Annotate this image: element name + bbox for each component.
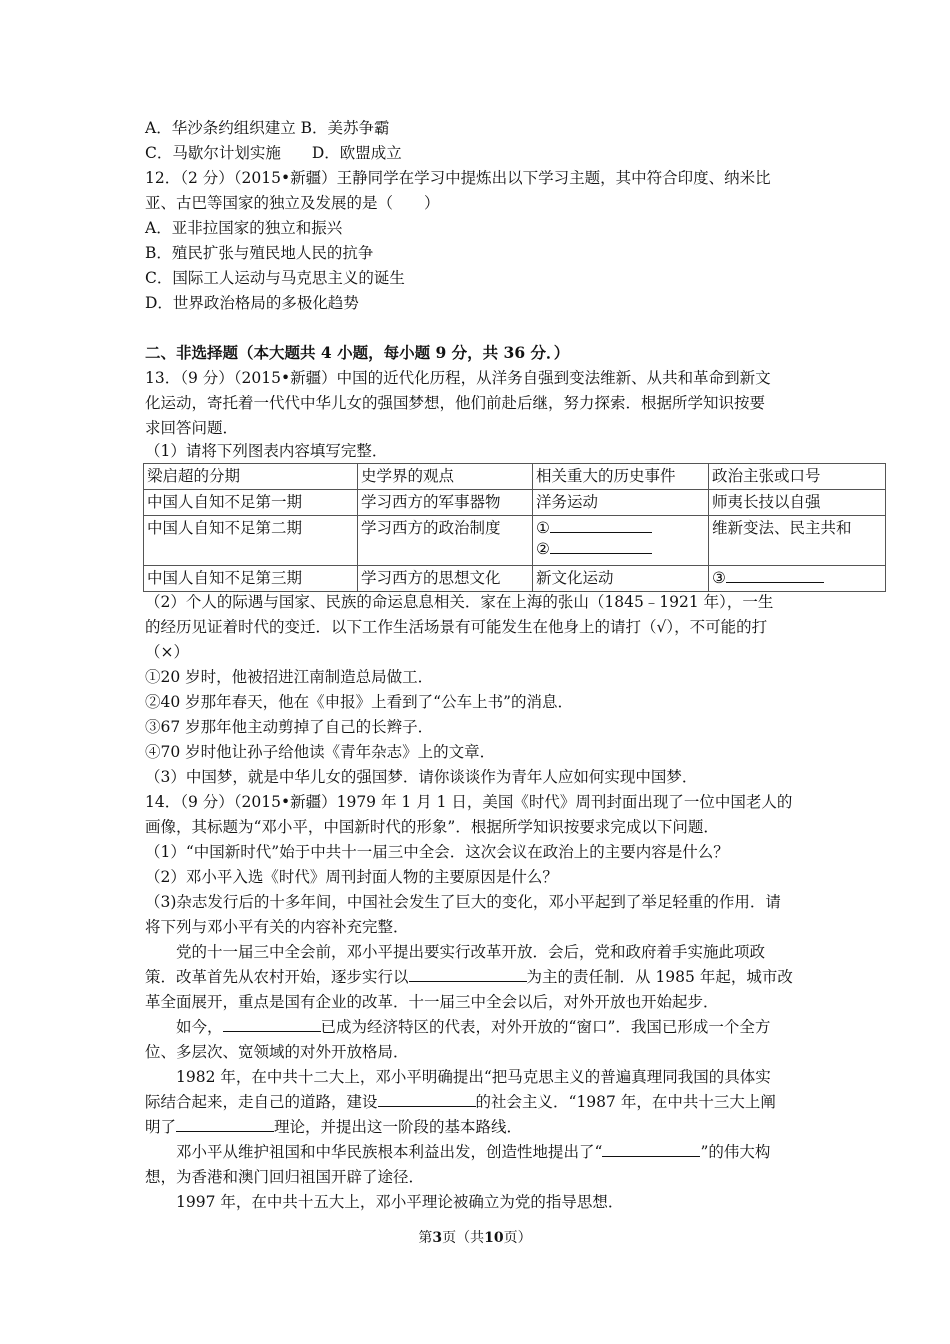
answer-blank[interactable] <box>602 1142 700 1157</box>
q14-part1: （1）“中国新时代”始于中共十一届三中全会．这次会议在政治上的主要内容是什么？ <box>145 843 729 861</box>
q14-stem-line1: 14．（9 分）（2015•新疆）1979 年 1 月 1 日，美国《时代》周刊封面出现了一位中国老人的 <box>145 793 793 811</box>
answer-blank[interactable] <box>378 1092 476 1107</box>
table-header-cell: 政治主张或口号 <box>709 464 886 490</box>
table-cell: 中国人自知不足第三期 <box>144 566 358 592</box>
footer-text: 页（共 <box>442 1230 485 1246</box>
table-header-row <box>144 464 886 490</box>
circled-two-marker: ② <box>536 540 550 558</box>
table-cell: 维新变法、民主共和 <box>709 516 886 566</box>
q13-part3: （3）中国梦，就是中华儿女的强国梦．请你谈谈作为青年人应如何实现中国梦． <box>145 768 698 786</box>
q14-para4-line2: 想，为香港和澳门回归祖国开辟了途径． <box>145 1168 425 1186</box>
text-span: 已成为经济特区的代表，对外开放的“窗口”．我国已形成一个全方 <box>320 1018 771 1036</box>
q13-stem-line1: 13．（9 分）（2015•新疆）中国的近代化历程，从洋务自强到变法维新、从共和革命到新文 <box>145 369 771 387</box>
q13-part2-line2: 的经历见证着时代的变迁．以下工作生活场景有可能发生在他身上的请打（√），不可能的打 <box>145 618 768 636</box>
q14-para1-line1: 党的十一届三中全会前，邓小平提出要实行改革开放．会后，党和政府着手实施此项政 <box>176 943 766 961</box>
q12-stem-line1: 12．（2 分）（2015•新疆）王静同学在学习中提炼出以下学习主题，其中符合印度、纳米比 <box>145 169 771 187</box>
q14-para3-line3 <box>145 1117 522 1137</box>
q14-para4-line1 <box>176 1142 770 1162</box>
table-cell: 中国人自知不足第二期 <box>144 516 358 566</box>
text-span: 策．改革首先从农村开始，逐步实行以 <box>145 968 409 986</box>
q13-stem-line2: 化运动，寄托着一代代中华儿女的强国梦想，他们前赴后继，努力探索．根据所学知识按要 <box>145 394 766 412</box>
q13-item-4: ④70 岁时他让孙子给他读《青年杂志》上的文章． <box>145 743 496 761</box>
text-span: 的社会主义．“1987 年，在中共十三大上阐 <box>475 1093 776 1111</box>
answer-blank[interactable] <box>409 967 527 982</box>
q12-stem-line2: 亚、古巴等国家的独立及发展的是（ ） <box>145 194 440 212</box>
table-cell: 学习西方的政治制度 <box>358 516 533 566</box>
table-cell: 新文化运动 <box>533 566 709 592</box>
table-cell-blanks <box>533 516 709 566</box>
table-cell: 学习西方的思想文化 <box>358 566 533 592</box>
q14-para2-line1 <box>176 1017 770 1037</box>
text-span: 明了 <box>145 1118 177 1136</box>
text-span: 邓小平从维护祖国和中华民族根本利益出发，创造性地提出了“ <box>176 1143 603 1161</box>
blank-line-1 <box>536 518 705 539</box>
footer-text: 页） <box>503 1230 532 1246</box>
answer-blank[interactable] <box>223 1017 321 1032</box>
q14-part3-line1: （3)杂志发行后的十多年间，中国社会发生了巨大的变化，邓小平起到了举足轻重的作用．请 <box>145 893 781 911</box>
footer-total-pages: 10 <box>484 1230 504 1246</box>
page-footer <box>0 1227 950 1247</box>
text-span: 如今， <box>176 1018 223 1036</box>
q14-para3-line2 <box>145 1092 776 1112</box>
blank-line-2 <box>536 539 705 560</box>
q13-item-1: ①20 岁时，他被招进江南制造总局做工． <box>145 668 434 686</box>
q13-item-3: ③67 岁那年他主动剪掉了自己的长辫子． <box>145 718 434 736</box>
circled-three-marker: ③ <box>712 569 726 587</box>
q13-item-2: ②40 岁那年春天，他在《申报》上看到了“公车上书”的消息． <box>145 693 574 711</box>
q14-stem-line2: 画像，其标题为“邓小平，中国新时代的形象”．根据所学知识按要求完成以下问题． <box>145 818 719 836</box>
table-cell: 洋务运动 <box>533 490 709 516</box>
table-row <box>144 566 886 592</box>
q13-part2-line1: （2）个人的际遇与国家、民族的命运息息相关．家在上海的张山（1845﹣1921 年），一生 <box>145 593 774 611</box>
text-span: ”的伟大构 <box>700 1143 771 1161</box>
answer-blank[interactable] <box>550 518 652 533</box>
text-span: 为主的责任制．从 1985 年起，城市改 <box>526 968 793 986</box>
q13-part1: （1）请将下列图表内容填写完整． <box>145 442 388 460</box>
q11-options-line1: A．华沙条约组织建立 B．美苏争霸 <box>145 119 390 137</box>
footer-page-number: 3 <box>432 1230 443 1246</box>
table-cell: 学习西方的军事器物 <box>358 490 533 516</box>
q14-para2-line2: 位、多层次、宽领域的对外开放格局． <box>145 1043 409 1061</box>
q12-option-a: A．亚非拉国家的独立和振兴 <box>145 219 343 237</box>
answer-blank[interactable] <box>176 1117 274 1132</box>
q13-history-table <box>143 463 886 592</box>
q14-part3-line2: 将下列与邓小平有关的内容补充完整． <box>145 918 409 936</box>
text-span: 际结合起来，走自己的道路，建设 <box>145 1093 378 1111</box>
q13-part2-line3: （×） <box>145 643 189 661</box>
section2-heading: 二、非选择题（本大题共 4 小题，每小题 9 分，共 36 分．） <box>145 343 570 362</box>
q14-para5-line1: 1997 年，在中共十五大上，邓小平理论被确立为党的指导思想． <box>176 1193 624 1211</box>
q12-option-b: B．殖民扩张与殖民地人民的抗争 <box>145 244 374 262</box>
q14-para1-line3: 革全面展开，重点是国有企业的改革．十一届三中全会以后，对外开放也开始起步． <box>145 993 719 1011</box>
q14-para1-line2 <box>145 967 793 987</box>
table-header-cell: 梁启超的分期 <box>144 464 358 490</box>
q14-part2: （2）邓小平入选《时代》周刊封面人物的主要原因是什么？ <box>145 868 558 886</box>
text-span: 理论，并提出这一阶段的基本路线． <box>274 1118 523 1136</box>
table-row <box>144 516 886 566</box>
q14-para3-line1: 1982 年，在中共十二大上，邓小平明确提出“把马克思主义的普遍真理同我国的具体实 <box>176 1068 771 1086</box>
circled-one-marker: ① <box>536 519 550 537</box>
table-header-cell: 史学界的观点 <box>358 464 533 490</box>
table-cell: 中国人自知不足第一期 <box>144 490 358 516</box>
q12-option-d: D．世界政治格局的多极化趋势 <box>145 294 359 312</box>
table-cell: 师夷长技以自强 <box>709 490 886 516</box>
answer-blank[interactable] <box>726 568 824 583</box>
q12-option-c: C．国际工人运动与马克思主义的诞生 <box>145 269 405 287</box>
q13-stem-line3: 求回答问题． <box>145 419 239 437</box>
footer-text: 第 <box>418 1230 433 1246</box>
table-header-cell: 相关重大的历史事件 <box>533 464 709 490</box>
answer-blank[interactable] <box>550 539 652 554</box>
table-row <box>144 490 886 516</box>
q11-options-line2: C．马歇尔计划实施 D．欧盟成立 <box>145 144 402 162</box>
table-cell-blank <box>709 566 886 592</box>
